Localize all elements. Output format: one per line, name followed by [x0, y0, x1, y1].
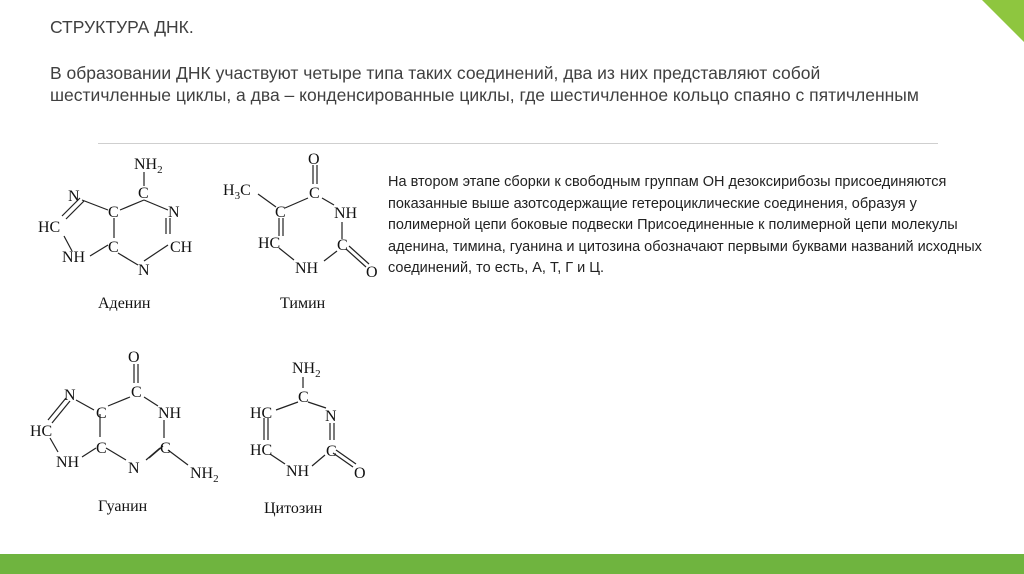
guanine-o: O	[128, 349, 140, 366]
guanine-n2: N	[128, 460, 140, 477]
guanine-nh2-group: $NH_2$	[190, 465, 219, 485]
adenine-n2: N	[68, 188, 80, 205]
description-paragraph: На втором этапе сборки к свободным группам OH дезоксирибозы присоединяются показанные выше азотсодержащие гетероциклические соединения, образуя у полимерной цепи боковые подвески Присоединенные к полимерной цепи молекулы аденина, тимина, гуанина и цитозина обозначают первыми буквами названий исходных соединений, то есть, А, Т, Г и Ц.	[388, 174, 982, 276]
guanine-name: Гуанин	[98, 498, 148, 515]
cytosine-n: N	[325, 408, 337, 425]
adenine-c3: C	[108, 239, 119, 256]
guanine-nh2: NH	[56, 454, 80, 471]
cytosine-name: Цитозин	[264, 500, 323, 517]
guanine-n1: N	[64, 387, 76, 404]
slide-title: СТРУКТУРА ДНК.	[50, 17, 194, 37]
thymine-c1: C	[309, 185, 320, 202]
guanine-nh1: NH	[158, 405, 182, 422]
cytosine-hc2: HC	[250, 442, 273, 459]
thymine-hc: HC	[258, 235, 281, 252]
thymine-c2: C	[275, 204, 286, 221]
adenine-nh: NH	[62, 249, 86, 266]
adenine-c2: C	[108, 204, 119, 221]
adenine-n3: N	[138, 262, 150, 279]
thymine-o2: O	[366, 264, 378, 281]
cytosine-o: O	[354, 465, 366, 482]
cytosine-hc1: HC	[250, 405, 273, 422]
guanine-c1: C	[131, 384, 142, 401]
adenine-n1: N	[168, 204, 180, 221]
thymine-nh1: NH	[334, 205, 358, 222]
adenine-nh2: $NH_2$	[134, 156, 163, 176]
cytosine-c2: C	[326, 443, 337, 460]
adenine-c1: C	[138, 185, 149, 202]
cytosine-nh: NH	[286, 463, 310, 480]
thymine-name: Тимин	[280, 295, 326, 312]
intro-paragraph: В образовании ДНК участвуют четыре типа таких соединений, два из них представляют собой шестичленные циклы, а два – конденсированные циклы, где шестичленное кольцо спаяно с пятичленным	[50, 63, 919, 105]
adenine-ch: CH	[170, 239, 193, 256]
adenine-name: Аденин	[98, 295, 151, 312]
cytosine-nh2: $NH_2$	[292, 360, 321, 380]
guanine-c3: C	[96, 440, 107, 457]
adenine-hc: HC	[38, 219, 61, 236]
guanine-c4: C	[160, 440, 171, 457]
thymine-h3c: $H_3C$	[223, 182, 251, 202]
bottom-bar	[0, 554, 1024, 574]
cytosine-c1: C	[298, 389, 309, 406]
guanine-hc: HC	[30, 423, 53, 440]
thymine-nh2: NH	[295, 260, 319, 277]
guanine-c2: C	[96, 405, 107, 422]
thymine-o: O	[308, 151, 320, 168]
thymine-c3: C	[337, 237, 348, 254]
